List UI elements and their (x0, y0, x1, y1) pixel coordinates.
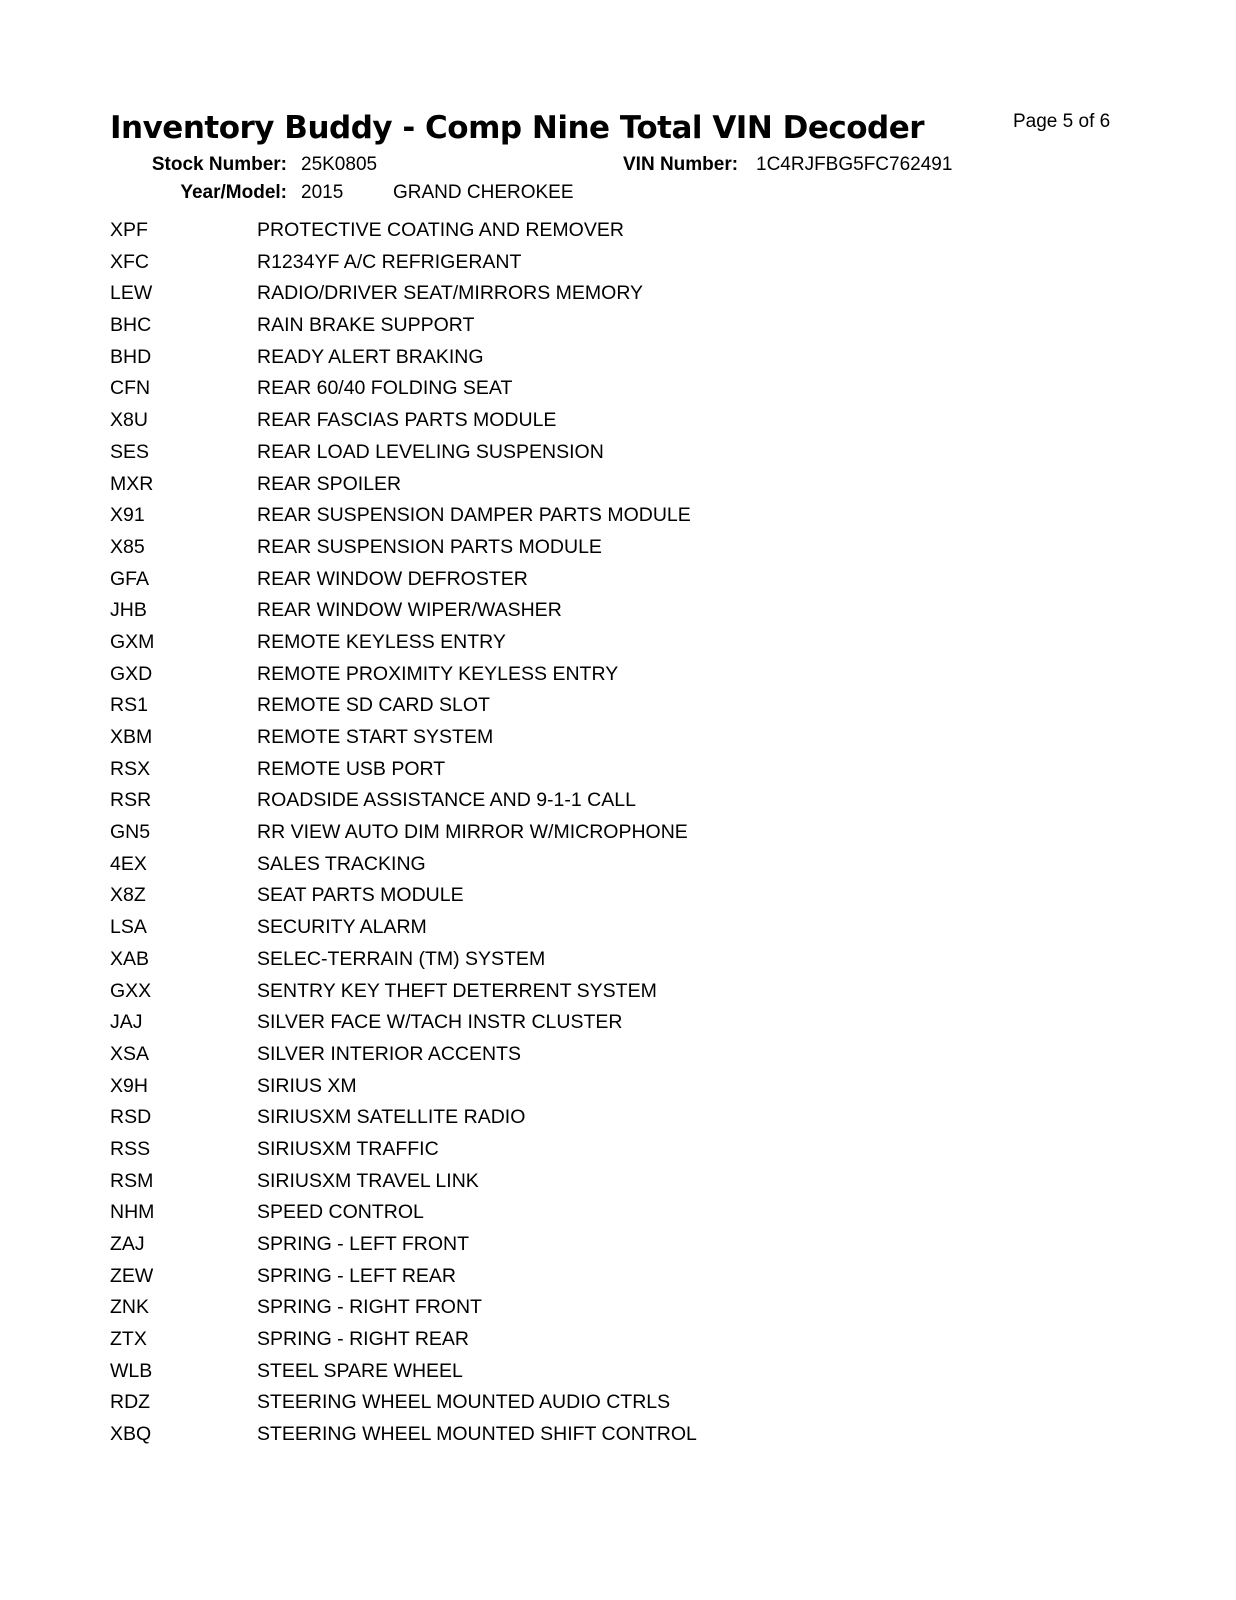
option-description: READY ALERT BRAKING (257, 345, 484, 368)
option-description: RAIN BRAKE SUPPORT (257, 314, 475, 337)
option-code: GXM (110, 630, 155, 653)
option-row (110, 1264, 1010, 1296)
option-description: SPRING - LEFT FRONT (257, 1233, 469, 1255)
option-description: SALES TRACKING (257, 852, 426, 875)
report-title: Inventory Buddy - Comp Nine Total VIN Decoder (110, 110, 925, 146)
vin-number-label: VIN Number: (623, 154, 739, 175)
option-row (110, 1137, 1010, 1169)
option-row (110, 281, 1010, 313)
option-description: REMOTE KEYLESS ENTRY (257, 630, 506, 653)
option-row (110, 852, 1010, 884)
option-description: SENTRY KEY THEFT DETERRENT SYSTEM (257, 979, 657, 1002)
option-code: CFN (110, 377, 151, 400)
option-code: X8U (110, 409, 148, 432)
option-code: XBM (110, 726, 153, 748)
option-code: XSA (110, 1042, 150, 1065)
option-row (110, 1422, 1010, 1454)
option-code: ZTX (110, 1328, 147, 1351)
option-description: SPRING - RIGHT REAR (257, 1328, 469, 1351)
option-row (110, 408, 1010, 440)
option-list (110, 218, 1010, 1454)
option-description: REAR FASCIAS PARTS MODULE (257, 409, 557, 432)
option-description: SELEC-TERRAIN (TM) SYSTEM (257, 947, 546, 970)
option-code: LEW (110, 282, 153, 305)
option-code: XBQ (110, 1423, 152, 1446)
option-description: PROTECTIVE COATING AND REMOVER (257, 219, 624, 241)
option-row (110, 250, 1010, 282)
option-code: XAB (110, 947, 150, 970)
option-code: BHC (110, 314, 152, 337)
option-row (110, 1200, 1010, 1232)
option-description: REAR SPOILER (257, 472, 402, 495)
option-row (110, 218, 1010, 250)
vin-number-value: 1C4RJFBG5FC762491 (756, 154, 953, 175)
option-code: RSD (110, 1106, 152, 1129)
option-code: GFA (110, 567, 150, 590)
option-description: STEEL SPARE WHEEL (257, 1359, 463, 1382)
option-row (110, 693, 1010, 725)
option-code: X9H (110, 1074, 148, 1097)
option-row (110, 503, 1010, 535)
option-code: RSR (110, 789, 152, 812)
option-description: STEERING WHEEL MOUNTED SHIFT CONTROL (257, 1423, 697, 1446)
option-row (110, 1390, 1010, 1422)
model-value: GRAND CHEROKEE (393, 182, 574, 203)
option-code: RSS (110, 1137, 151, 1160)
option-description: SIRIUS XM (257, 1074, 357, 1097)
option-row (110, 345, 1010, 377)
option-description: SEAT PARTS MODULE (257, 884, 464, 907)
option-code: 4EX (110, 852, 147, 875)
option-code: JAJ (110, 1011, 143, 1034)
option-code: SES (110, 440, 150, 463)
option-code: LSA (110, 916, 147, 939)
option-row (110, 1074, 1010, 1106)
option-row (110, 1010, 1010, 1042)
year-model-label: Year/Model: (180, 182, 287, 203)
stock-number-value: 25K0805 (301, 154, 378, 175)
option-description: R1234YF A/C REFRIGERANT (257, 250, 522, 273)
option-description: SIRIUSXM TRAVEL LINK (257, 1169, 479, 1192)
option-row (110, 1169, 1010, 1201)
option-description: REAR WINDOW DEFROSTER (257, 567, 528, 590)
option-description: REAR SUSPENSION DAMPER PARTS MODULE (257, 504, 691, 527)
option-code: BHD (110, 345, 152, 368)
option-code: GXD (110, 662, 153, 685)
option-description: SPEED CONTROL (257, 1201, 424, 1224)
option-code: ZEW (110, 1264, 154, 1287)
option-row (110, 313, 1010, 345)
option-description: REMOTE PROXIMITY KEYLESS ENTRY (257, 662, 619, 685)
option-code: RSM (110, 1169, 154, 1192)
option-description: REMOTE USB PORT (257, 757, 446, 780)
option-description: SILVER INTERIOR ACCENTS (257, 1042, 522, 1065)
option-row (110, 820, 1010, 852)
option-code: XPF (110, 219, 148, 241)
option-code: NHM (110, 1201, 155, 1224)
option-code: ZAJ (110, 1233, 145, 1255)
option-code: RDZ (110, 1391, 151, 1414)
option-description: REMOTE START SYSTEM (257, 726, 494, 748)
option-row (110, 376, 1010, 408)
option-description: ROADSIDE ASSISTANCE AND 9-1-1 CALL (257, 789, 636, 812)
option-description: REAR SUSPENSION PARTS MODULE (257, 535, 602, 558)
option-description: STEERING WHEEL MOUNTED AUDIO CTRLS (257, 1391, 671, 1414)
option-row (110, 915, 1010, 947)
option-description: REAR WINDOW WIPER/WASHER (257, 599, 562, 622)
option-row (110, 883, 1010, 915)
option-row (110, 757, 1010, 789)
option-description: SIRIUSXM TRAFFIC (257, 1137, 439, 1160)
option-code: X8Z (110, 884, 146, 907)
option-row (110, 535, 1010, 567)
option-code: ZNK (110, 1296, 149, 1319)
option-description: SPRING - LEFT REAR (257, 1264, 457, 1287)
option-code: X91 (110, 504, 145, 527)
option-row (110, 947, 1010, 979)
option-code: WLB (110, 1359, 153, 1382)
option-row (110, 1105, 1010, 1137)
option-description: SILVER FACE W/TACH INSTR CLUSTER (257, 1011, 623, 1034)
option-code: GXX (110, 979, 152, 1002)
option-description: RADIO/DRIVER SEAT/MIRRORS MEMORY (257, 282, 644, 305)
option-row (110, 788, 1010, 820)
option-description: REMOTE SD CARD SLOT (257, 694, 490, 717)
option-code: GN5 (110, 821, 151, 844)
option-code: JHB (110, 599, 147, 622)
option-row (110, 472, 1010, 504)
option-row (110, 630, 1010, 662)
option-code: XFC (110, 250, 149, 273)
option-row (110, 567, 1010, 599)
option-code: MXR (110, 472, 154, 495)
option-row (110, 979, 1010, 1011)
option-row (110, 598, 1010, 630)
option-row (110, 725, 1010, 757)
option-code: X85 (110, 535, 145, 558)
option-description: REAR LOAD LEVELING SUSPENSION (257, 440, 604, 463)
option-description: SECURITY ALARM (257, 916, 427, 939)
option-description: RR VIEW AUTO DIM MIRROR W/MICROPHONE (257, 821, 688, 844)
option-row (110, 1042, 1010, 1074)
option-row (110, 1295, 1010, 1327)
stock-number-label: Stock Number: (151, 154, 287, 175)
option-row (110, 1327, 1010, 1359)
option-description: SPRING - RIGHT FRONT (257, 1296, 482, 1319)
option-code: RSX (110, 757, 151, 780)
option-description: SIRIUSXM SATELLITE RADIO (257, 1106, 526, 1129)
option-description: REAR 60/40 FOLDING SEAT (257, 377, 513, 400)
option-row (110, 1359, 1010, 1391)
option-row (110, 1232, 1010, 1264)
option-row (110, 662, 1010, 694)
option-code: RS1 (110, 694, 148, 717)
year-value: 2015 (301, 182, 344, 203)
option-row (110, 440, 1010, 472)
page-number: Page 5 of 6 (1013, 111, 1111, 132)
